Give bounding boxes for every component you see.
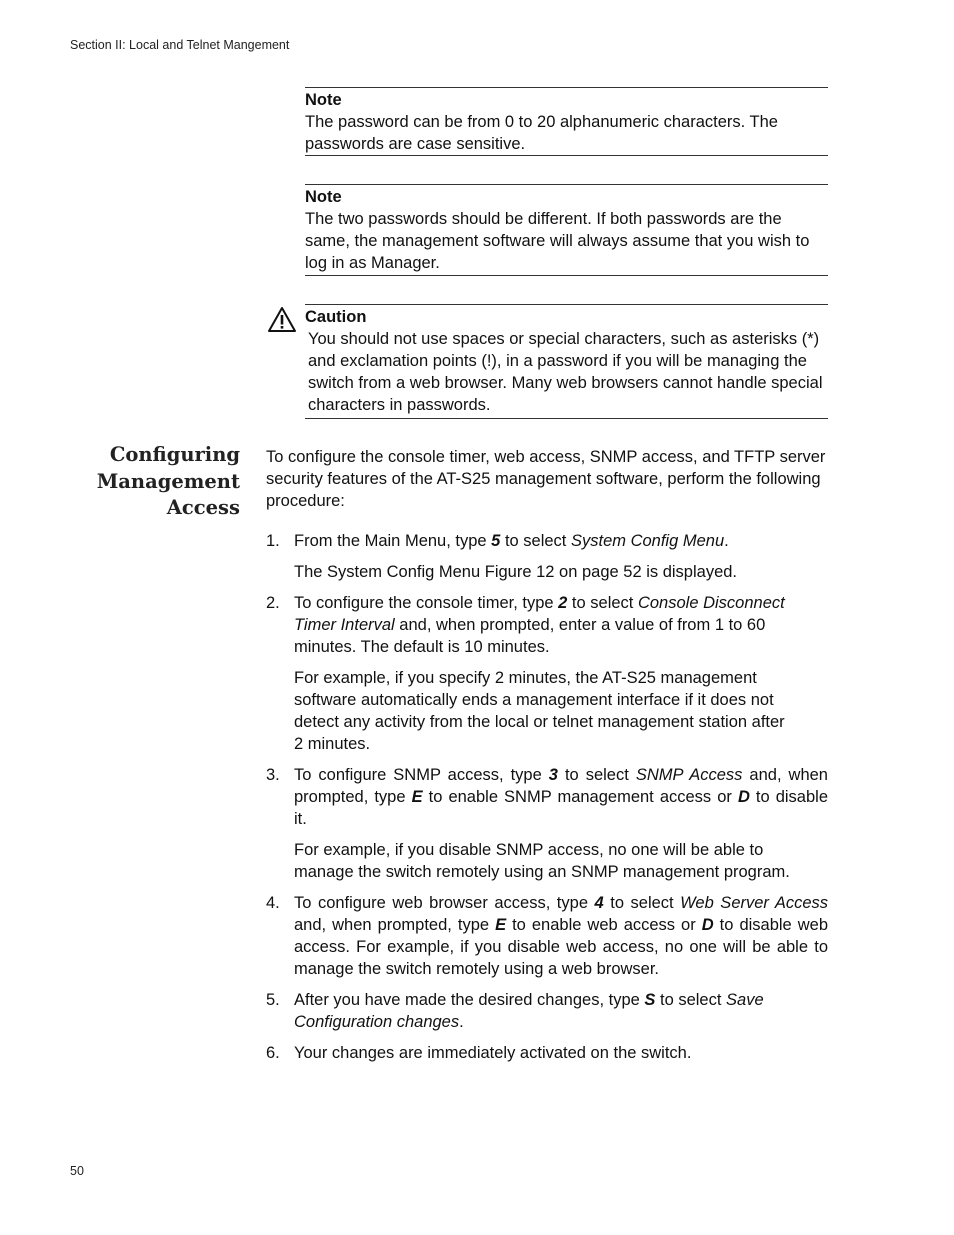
menu-key: 3 bbox=[548, 766, 558, 784]
note-passwords-different bbox=[305, 184, 828, 276]
heading-line: Configuring bbox=[109, 443, 240, 466]
procedure-step: 4. To configure web browser access, type 4 to select Web Server Access and, when prompted, type E to enable web access or D to disable web access. For example, if you disable web access, no one will be able to manage the switch remotely using a web browser. bbox=[266, 894, 829, 978]
note-password-length bbox=[305, 87, 828, 156]
caution-label: Caution bbox=[305, 308, 367, 326]
menu-option: System Config Menu bbox=[570, 532, 725, 550]
caution-special-characters bbox=[305, 304, 828, 419]
procedure-step: 1. From the Main Menu, type 5 to select System Config Menu. The System Config Menu Figure 12 on page 52 is displayed. bbox=[266, 530, 828, 583]
step-number: 1. bbox=[266, 532, 280, 550]
menu-option: Web Server Access bbox=[680, 894, 828, 912]
menu-option: Save Configuration changes bbox=[294, 991, 764, 1031]
procedure-step: 5. After you have made the desired changes, type S to select Save Configuration changes. bbox=[266, 991, 764, 1031]
note-text: The two passwords should be different. If both passwords are the same, the management software will always assume that you wish to log in as Manager. bbox=[305, 210, 810, 272]
step-number: 6. bbox=[266, 1044, 280, 1062]
step-number: 5. bbox=[266, 991, 280, 1009]
step-number: 3. bbox=[266, 766, 280, 784]
running-head: Section II: Local and Telnet Mangement bbox=[70, 38, 290, 52]
menu-key: D bbox=[701, 916, 714, 934]
procedure-list bbox=[266, 530, 828, 1073]
note-label: Note bbox=[305, 188, 342, 206]
caution-text: You should not use spaces or special characters, such as asterisks (*) and exclamation points (!), in a password if you will be managing the switch from a web browser. Many web browsers cannot handle special characters in passwords. bbox=[308, 330, 823, 414]
page-number: 50 bbox=[70, 1164, 84, 1178]
note-text: The password can be from 0 to 20 alphanumeric characters. The passwords are case sensitive. bbox=[305, 113, 778, 153]
menu-option: Console Disconnect Timer Interval bbox=[294, 594, 785, 634]
step-detail: For example, if you specify 2 minutes, the AT-S25 management software automatically ends a management interface if it does not detect any activity from the local or telnet management station after 2 minutes. bbox=[294, 669, 785, 753]
note-label: Note bbox=[305, 91, 342, 109]
section-intro: To configure the console timer, web access, SNMP access, and TFTP server security features of the AT-S25 management software, perform the following procedure: bbox=[266, 448, 826, 510]
menu-key: E bbox=[411, 788, 423, 806]
step-detail: For example, if you disable SNMP access, no one will be able to manage the switch remotely using an SNMP management program. bbox=[294, 841, 790, 881]
procedure-step bbox=[266, 1042, 828, 1064]
step-detail: The System Config Menu Figure 12 on page 52 is displayed. bbox=[294, 563, 738, 581]
step-number: 4. bbox=[266, 894, 280, 912]
procedure-step: 2. To configure the console timer, type 2 to select Console Disconnect Timer Interval and, when prompted, enter a value of from 1 to 60 minutes. The default is 10 minutes. For example, if you specify 2 minutes, the AT-S25 management software automatically ends a management interface if it does not detect any activity from the local or telnet management station after 2 minutes. bbox=[266, 592, 828, 755]
menu-key: 2 bbox=[558, 594, 568, 612]
heading-line: Management bbox=[96, 469, 240, 493]
menu-key: E bbox=[495, 916, 507, 934]
step-number: 2. bbox=[266, 594, 280, 612]
menu-key: S bbox=[644, 991, 656, 1009]
procedure-step: 3. To configure SNMP access, type 3 to select SNMP Access and, when prompted, type E to enable SNMP management access or D to disable it. For example, if you disable SNMP access, no one will be able to manage the switch remotely using an SNMP management program. bbox=[266, 766, 828, 881]
menu-key: 4 bbox=[594, 894, 604, 912]
warning-triangle-icon bbox=[267, 306, 297, 333]
section-heading bbox=[60, 442, 240, 522]
menu-key: D bbox=[737, 788, 750, 806]
menu-option: SNMP Access bbox=[635, 766, 743, 784]
heading-line: Access bbox=[166, 496, 240, 519]
menu-key: 5 bbox=[491, 532, 501, 550]
step-text: Your changes are immediately activated on the switch. bbox=[294, 1044, 692, 1062]
